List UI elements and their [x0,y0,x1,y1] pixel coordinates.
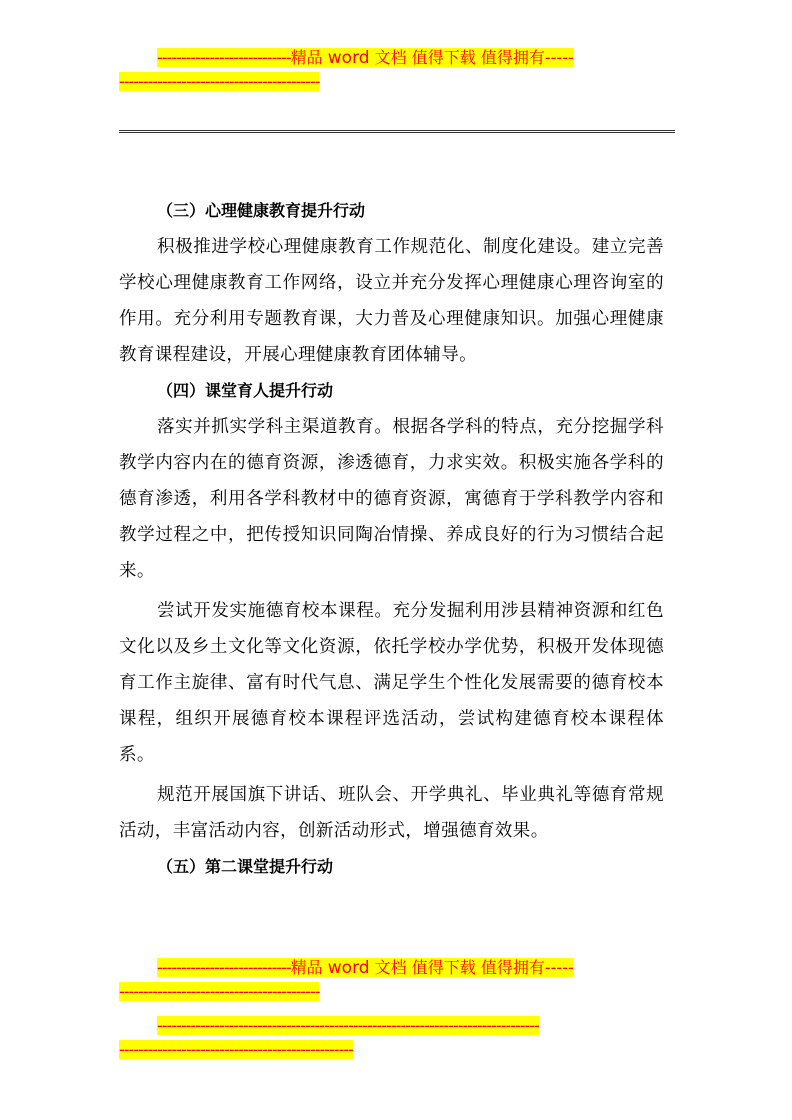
paragraph: 积极推进学校心理健康教育工作规范化、制度化建设。建立完善学校心理健康教育工作网络，设立并充分发挥心理健康心理咨询室的作用。充分利用专题教育课，大力普及心理健康知识。加强心理健康教育课程建设，开展心理健康教育团体辅导。 [119,237,664,365]
footer-banner-line2 [119,980,679,1004]
section-heading-4: （四）课堂育人提升行动 [157,381,334,400]
header-banner-word: word [327,48,370,68]
header-divider [119,130,675,133]
footer-banner [119,956,679,1004]
header-banner-dashes: ---------------------------- [157,48,291,67]
footer-dash-line2: ------------------------------------------------- [119,1040,353,1059]
header-banner-line1 [119,46,679,70]
footer-dash-banner [119,1014,679,1062]
footer-banner-slogan: 文档 值得下载 值得拥有----- [374,958,574,977]
header-banner-line2 [119,70,679,94]
footer-dash-line1: -------------------------------------------------------------------------------- [157,1016,539,1035]
header-banner [119,46,679,94]
section-heading-5: （五）第二课堂提升行动 [157,857,334,876]
paragraph: 尝试开发实施德育校本课程。充分发掘利用涉县精神资源和红色文化以及乡土文化等文化资源，依托学校办学优势，积极开发体现德育工作主旋律、富有时代气息、满足学生个性化发展需要的德育校本课程，组织开展德育校本课程评选活动，尝试构建德育校本课程体系。 [119,601,664,765]
header-banner-line2-dashes: ------------------------------------------ [119,72,320,91]
header-banner-jingpin: 精品 [290,48,323,67]
section-heading-3: （三）心理健康教育提升行动 [157,201,366,220]
footer-banner-jingpin: 精品 [290,958,323,977]
paragraph: 落实并抓实学科主渠道教育。根据各学科的特点，充分挖掘学科教学内容内在的德育资源，渗透德育，力求实效。积极实施各学科的德育渗透，利用各学科教材中的德育资源，寓德育于学科教学内容和教学过程之中，把传授知识同陶冶情操、养成良好的行为习惯结合起来。 [119,417,664,581]
header-banner-slogan: 文档 值得下载 值得拥有----- [374,48,574,67]
footer-banner-word: word [327,958,370,978]
footer-banner-line2-dashes: ------------------------------------------ [119,982,320,1001]
footer-banner-line1 [119,956,679,980]
paragraph: 规范开展国旗下讲话、班队会、开学典礼、毕业典礼等德育常规活动，丰富活动内容，创新活动形式，增强德育效果。 [119,785,664,841]
document-body [119,193,664,885]
footer-banner-dashes: ---------------------------- [157,958,291,977]
